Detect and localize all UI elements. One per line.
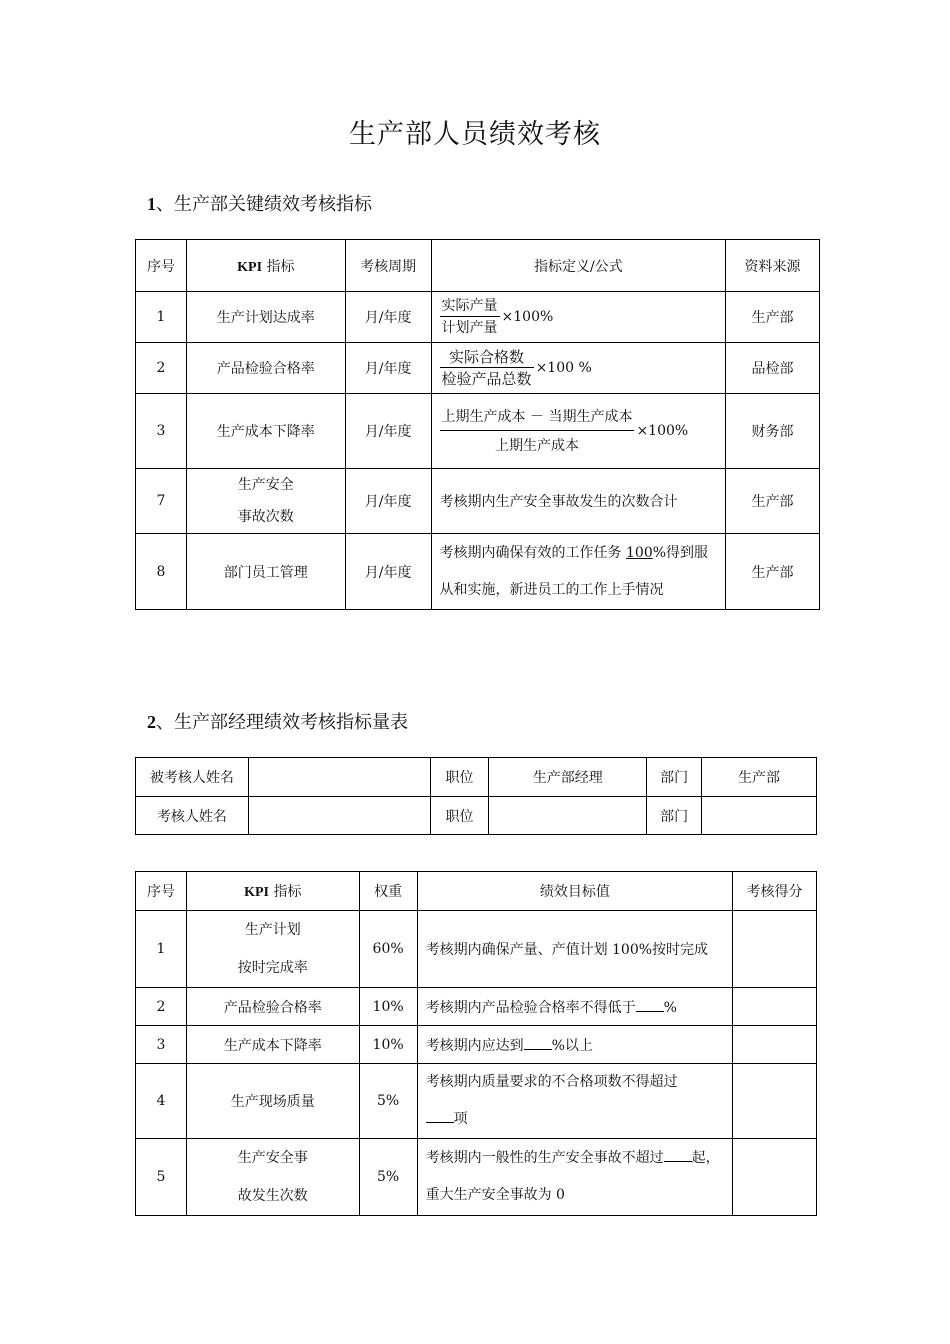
cell-formula: $\frac{\text{上期生产成本 － 当期生产成本}}{\text{上期生产成本}}$ ×100% (431, 394, 726, 469)
score-field[interactable] (733, 911, 817, 988)
cell-kpi: 生产安全事 故发生次数 (186, 1139, 359, 1216)
cell-definition: 考核期内确保有效的工作任务 100%得到服 从和实施，新进员工的工作上手情况 (431, 534, 726, 610)
cell-seq: 3 (136, 1026, 187, 1064)
cell-source: 财务部 (726, 394, 820, 469)
cell-target: 考核期内确保产量、产值计划 100%按时完成 (417, 911, 733, 988)
department-value[interactable]: 生产部 (702, 758, 817, 797)
cell-kpi: 生产安全 事故次数 (186, 469, 345, 534)
score-field[interactable] (733, 1139, 817, 1216)
table-row (136, 343, 820, 394)
table-row (136, 469, 820, 534)
section-heading-1 (147, 190, 372, 216)
score-field[interactable] (733, 1064, 817, 1139)
cell-kpi: 生产计划 按时完成率 (186, 911, 359, 988)
cell-period: 月/年度 (345, 469, 431, 534)
info-row (136, 797, 817, 835)
section-number: 2 (147, 712, 156, 732)
cell-period: 月/年度 (345, 534, 431, 610)
table-row (136, 534, 820, 610)
cell-seq: 7 (136, 469, 187, 534)
header-source: 资料来源 (726, 240, 820, 292)
cell-source: 生产部 (726, 469, 820, 534)
score-field[interactable] (733, 1026, 817, 1064)
cell-kpi: 产品检验合格率 (186, 988, 359, 1026)
cell-source: 生产部 (726, 534, 820, 610)
cell-target: 考核期内一般性的生产安全事故不超过 起， 重大生产安全事故为 0 (417, 1139, 733, 1216)
cell-kpi: 产品检验合格率 (186, 343, 345, 394)
header-score: 考核得分 (733, 872, 817, 911)
table-row (136, 1026, 817, 1064)
blank-field[interactable] (636, 999, 664, 1012)
blank-field[interactable] (524, 1037, 552, 1050)
cell-kpi: 部门员工管理 (186, 534, 345, 610)
page-title: 生产部人员绩效考核 (349, 119, 601, 150)
cell-formula: $\frac{\text{实际合格数}}{\text{检验产品总数}}$ ×100 % (431, 343, 726, 394)
header-kpi: KPI 指标 (186, 872, 359, 911)
fraction: $\frac{\text{实际合格数}}{\text{检验产品总数}}$ (441, 348, 532, 388)
header-kpi: KPI 指标 (186, 240, 345, 292)
department-label: 部门 (647, 758, 702, 797)
table-row (136, 988, 817, 1026)
header-seq: 序号 (136, 872, 187, 911)
fraction: $\frac{\text{上期生产成本 － 当期生产成本}}{\text{上期生产成本}}$ (441, 408, 633, 454)
cell-seq: 3 (136, 394, 187, 469)
cell-target: 考核期内质量要求的不合格项数不得超过 项 (417, 1064, 733, 1139)
section-heading-2 (147, 708, 408, 734)
cell-target: 考核期内产品检验合格率不得低于 % (417, 988, 733, 1026)
cell-seq: 2 (136, 988, 187, 1026)
table-row (136, 292, 820, 343)
header-period: 考核周期 (345, 240, 431, 292)
blank-field[interactable] (664, 1149, 692, 1162)
examiner-name-field[interactable] (248, 797, 430, 835)
header-weight: 权重 (359, 872, 417, 911)
examiner-label: 考核人姓名 (136, 797, 249, 835)
header-definition: 指标定义/公式 (431, 240, 726, 292)
cell-weight: 60% (359, 911, 417, 988)
table-row (136, 911, 817, 988)
manager-kpi-table (135, 871, 817, 1216)
header-seq: 序号 (136, 240, 187, 292)
score-field[interactable] (733, 988, 817, 1026)
cell-weight: 5% (359, 1139, 417, 1216)
cell-period: 月/年度 (345, 394, 431, 469)
section-number: 1 (147, 194, 156, 214)
table-row (136, 1139, 817, 1216)
cell-seq: 8 (136, 534, 187, 610)
cell-source: 生产部 (726, 292, 820, 343)
department-value[interactable] (702, 797, 817, 835)
cell-weight: 5% (359, 1064, 417, 1139)
cell-seq: 5 (136, 1139, 187, 1216)
cell-kpi: 生产现场质量 (186, 1064, 359, 1139)
info-table (135, 757, 817, 835)
fraction: $\frac{\text{实际产量}}{\text{计划产量}}$ (441, 298, 498, 336)
cell-seq: 1 (136, 292, 187, 343)
cell-weight: 10% (359, 1026, 417, 1064)
cell-seq: 1 (136, 911, 187, 988)
blank-field[interactable] (426, 1110, 454, 1123)
cell-seq: 4 (136, 1064, 187, 1139)
cell-definition: 考核期内生产安全事故发生的次数合计 (431, 469, 726, 534)
cell-kpi: 生产成本下降率 (186, 394, 345, 469)
cell-target: 考核期内应达到 %以上 (417, 1026, 733, 1064)
department-label: 部门 (647, 797, 702, 835)
cell-period: 月/年度 (345, 343, 431, 394)
cell-kpi: 生产计划达成率 (186, 292, 345, 343)
table-row (136, 1064, 817, 1139)
position-label: 职位 (430, 797, 489, 835)
table-header-row (136, 240, 820, 292)
cell-kpi: 生产成本下降率 (186, 1026, 359, 1064)
examinee-name-field[interactable] (248, 758, 430, 797)
section-text: 、生产部经理绩效考核指标量表 (156, 712, 408, 733)
table-row (136, 394, 820, 469)
cell-period: 月/年度 (345, 292, 431, 343)
kpi-table (135, 239, 820, 610)
header-target: 绩效目标值 (417, 872, 733, 911)
examinee-label: 被考核人姓名 (136, 758, 249, 797)
cell-formula: $\frac{\text{实际产量}}{\text{计划产量}}$ ×100% (431, 292, 726, 343)
info-row (136, 758, 817, 797)
cell-weight: 10% (359, 988, 417, 1026)
position-value[interactable] (489, 797, 647, 835)
position-label: 职位 (430, 758, 489, 797)
cell-seq: 2 (136, 343, 187, 394)
position-value[interactable]: 生产部经理 (489, 758, 647, 797)
section-text: 、生产部关键绩效考核指标 (156, 194, 372, 215)
cell-source: 品检部 (726, 343, 820, 394)
table-header-row (136, 872, 817, 911)
